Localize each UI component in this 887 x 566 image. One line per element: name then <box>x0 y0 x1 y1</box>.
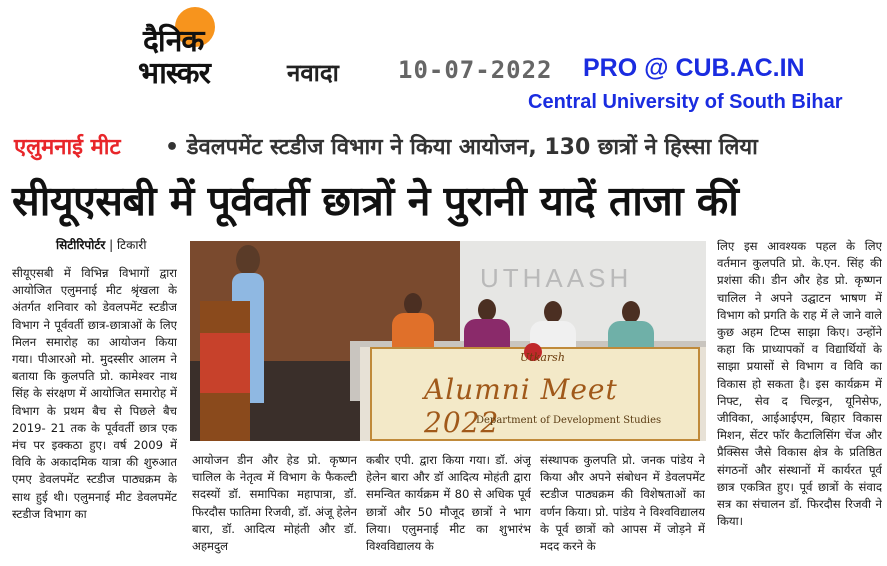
article-kicker: एलुमनाई मीट <box>14 135 121 160</box>
article-headline: सीयूएसबी में पूर्ववर्ती छात्रों ने पुरानी यादें ताजा कीं <box>12 177 739 225</box>
article-column-1: सीयूएसबी में विभिन्न विभागों द्वारा आयोजित एलुमनाई मीट श्रृंखला के अंतर्गत शनिवार को डेवलपमेंट स्टडीज विभाग ने पूर्ववर्ती छात्र-छात्राओं के लिए मिलन समारोह का आयोजन किया गया। पीआरओ मो. मुदस्सीर आलम ने बताया कि कुलपति प्रो. कामेश्वर नाथ सिंह के संरक्षण में आयोजित समारोह में विभाग के प्रथम बैच से पिछले बैच 2019- 21 तक के पूर्ववर्ती छात्र एक मंच पर इक्कठा हुए। वर्ष 2009 में विवि के अकादमिक यात्रा की शुरुआत एमए डेवलपमेंट स्टडीज पाठ्यक्रम के साथ हुई थी। एलुमनाई मीट डेवलपमेंट स्टडीज विभाग का <box>12 266 177 521</box>
alumni-meet-banner <box>370 347 700 441</box>
guest-head-3 <box>544 301 562 323</box>
logo-line-1: दैनिक <box>143 24 204 59</box>
banner-title: Alumni Meet 2022 <box>424 373 618 439</box>
guest-head-4 <box>622 301 640 323</box>
guest-head-1 <box>404 293 422 315</box>
photo-backdrop-text: UTHAASH <box>480 263 633 293</box>
logo-line-2: भास्कर <box>138 56 210 91</box>
article-column-2: आयोजन डीन और हेड प्रो. कृष्णन चालिल के नेतृत्व में विभाग के फैकल्टी सदस्यों डॉ. समापिका महापात्रा, डॉ. फिरदौस फातिमा रिजवी, डॉ. अंजू हेलेन बारा, डॉ. आदित्य मोहंती और डॉ. अहमदुल <box>192 453 357 554</box>
speaker-head <box>236 245 260 275</box>
podium-cloth <box>200 333 250 393</box>
edition-city: नवादा <box>287 59 339 87</box>
byline: सिटीरिपोर्टर | टिकारी <box>56 238 147 252</box>
byline-place: टिकारी <box>116 238 147 252</box>
guest-head-2 <box>478 299 496 321</box>
article-column-4: संस्थापक कुलपति प्रो. जनक पांडेय ने किया और अपने संबोधन में डेवलपमेंट स्टडीज पाठ्यक्रम की विशेषताओं का वर्णन किया। प्रो. पांडेय ने विश्वविद्यालय के पूर्व छात्रों को आपस में जोड़ने में मदद करने के <box>540 453 705 554</box>
article-column-3: कबीर एपी. द्वारा किया गया। डॉ. अंजू हेलेन बारा और डॉ आदित्य मोहंती द्वारा समन्वित कार्यक्रम में 80 से अधिक पूर्व छात्रों और 50 मौजूद छात्रों ने भाग लिया। एलुमनाई मीट का शुभारंभ विश्वविद्यालय के <box>366 453 531 554</box>
event-photo <box>190 241 706 441</box>
university-name: Central University of South Bihar <box>528 91 843 113</box>
banner-dept: Department of Development Studies <box>476 415 662 426</box>
edition-date: 10-07-2022 <box>398 56 553 84</box>
byline-source: सिटीरिपोर्टर <box>56 238 106 252</box>
article-subhead: • डेवलपमेंट स्टडीज विभाग ने किया आयोजन, 130 छात्रों ने हिस्सा लिया <box>165 135 758 160</box>
pro-credit: PRO @ CUB.AC.IN <box>583 54 805 82</box>
article-column-5: लिए इस आवश्यक पहल के लिए वर्तमान कुलपति प्रो. के.एन. सिंह की प्रशंसा की। डीन और हेड प्रो. कृष्णन चालिल ने अपने उद्घाटन भाषण में विभाग को प्रगति के राह में ले जाने वाले कुछ अहम टिप्स साझा किए। उन्होंने कहा कि प्राध्यापकों व विद्यार्थियों के साझा प्रयासों से विभाग व विवि का विकास हो सकता है। इस कार्यक्रम में निफ्ट, सेव द चिल्ड्रन, यूनिसेफ, जीविका, आईआईएम, बिहार विकास मिशन, सेंटर फॉर कैटालिसिंग चेंज और प्रैक्सिस जैसे विकास क्षेत्र के प्रतिष्ठित संगठनों और संस्थानों में कार्यरत पूर्व छात्र एकत्रित हुए। पूर्व छात्रों के संवाद सत्र का संचालन डॉ. फिरदौस रिजवी ने किया। <box>717 239 882 529</box>
banner-utkarsh: Utkarsh <box>520 351 565 364</box>
